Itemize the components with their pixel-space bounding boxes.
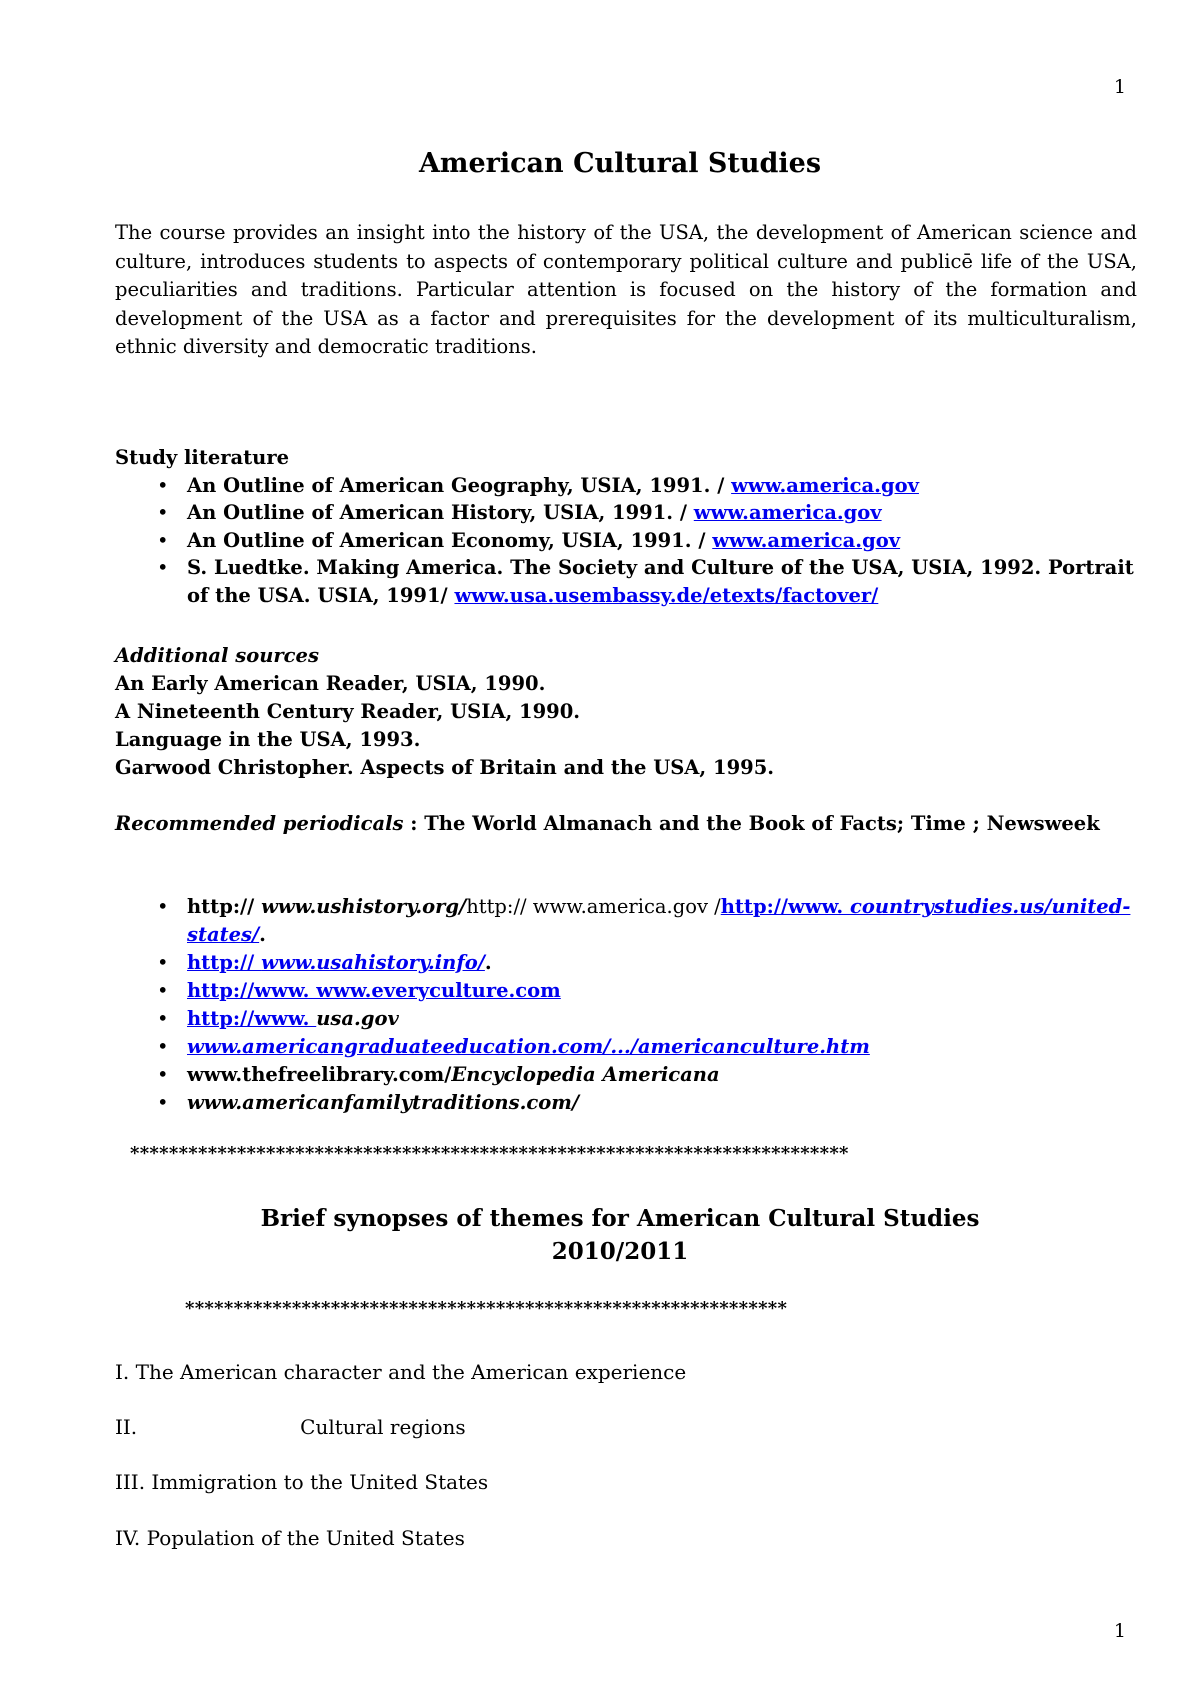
link[interactable]: http://www. bbox=[187, 1007, 317, 1030]
synopses-heading bbox=[0, 1202, 1200, 1268]
synopses-year: 2010/2011 bbox=[551, 1238, 689, 1265]
list-item bbox=[115, 1005, 1145, 1033]
list-item bbox=[115, 527, 1145, 555]
theme-item bbox=[115, 1470, 488, 1494]
list-item bbox=[115, 977, 1145, 1005]
list-item bbox=[115, 1089, 1145, 1117]
additional-sources-section bbox=[115, 642, 1115, 782]
theme-title: The American character and the American experience bbox=[135, 1360, 687, 1384]
theme-item bbox=[115, 1526, 465, 1550]
page-number-top: 1 bbox=[1113, 76, 1126, 98]
theme-item bbox=[115, 1415, 466, 1439]
periodicals-text: : The World Almanach and the Book of Facts; Time ; Newsweek bbox=[403, 812, 1100, 835]
link[interactable]: http://www. bbox=[720, 895, 850, 918]
list-item-text: An Outline of American Geography, USIA, 1991. / bbox=[187, 473, 732, 497]
theme-number: I. bbox=[115, 1360, 130, 1384]
web-links-list bbox=[115, 893, 1145, 1117]
study-literature-heading: Study literature bbox=[115, 446, 290, 469]
link-text: . bbox=[484, 951, 492, 974]
page-title: American Cultural Studies bbox=[418, 148, 822, 179]
synopses-title: Brief synopses of themes for American Cultural Studies bbox=[260, 1205, 980, 1232]
list-item-text: S. Luedtke. Making America. The Society and Culture of the USA, USIA, 1992. Portrait of the USA. USIA, 1991/ bbox=[187, 556, 1134, 607]
link-text: usa.gov bbox=[316, 1007, 399, 1030]
link-text: http:// www.america.gov / bbox=[466, 895, 721, 918]
additional-sources-heading: Additional sources bbox=[115, 644, 319, 667]
link[interactable]: www.america.gov bbox=[731, 473, 919, 497]
theme-title: Cultural regions bbox=[300, 1415, 466, 1439]
web-links-section bbox=[115, 893, 1145, 1117]
list-item bbox=[115, 472, 1145, 500]
source-item: A Nineteenth Century Reader, USIA, 1990. bbox=[115, 700, 581, 723]
list-item-text: An Outline of American Economy, USIA, 1991. / bbox=[187, 528, 713, 552]
link-text: www.ushistory.org/ bbox=[261, 895, 467, 918]
link[interactable]: http:// bbox=[187, 951, 262, 974]
list-item bbox=[115, 893, 1145, 949]
link-text: . bbox=[259, 923, 266, 946]
source-item: An Early American Reader, USIA, 1990. bbox=[115, 672, 546, 695]
list-item bbox=[115, 1061, 1145, 1089]
study-literature-section bbox=[115, 444, 1145, 609]
periodicals-line bbox=[115, 810, 1145, 838]
divider-stars: ************************************************************** bbox=[185, 1298, 788, 1319]
divider-stars: ************************************************************************** bbox=[130, 1143, 849, 1164]
link-text: www.thefreelibrary.com/ bbox=[187, 1063, 452, 1086]
link[interactable]: www.america.gov bbox=[712, 528, 901, 552]
list-item bbox=[115, 949, 1145, 977]
link[interactable]: www.americangraduateeducation.com/.../americanculture.htm bbox=[187, 1035, 870, 1058]
link[interactable]: http://www. www.everyculture.com bbox=[187, 979, 561, 1002]
list-item bbox=[115, 1033, 1145, 1061]
periodicals-label: Recommended periodicals bbox=[115, 812, 404, 835]
page-number-bottom: 1 bbox=[1113, 1620, 1126, 1642]
theme-title: Immigration to the United States bbox=[151, 1470, 489, 1494]
list-item bbox=[115, 554, 1145, 609]
source-item: Language in the USA, 1993. bbox=[115, 728, 421, 751]
link[interactable]: www.america.gov bbox=[693, 501, 882, 524]
link-text: www.americanfamilytraditions.com/ bbox=[187, 1091, 579, 1114]
link-text: Encyclopedia Americana bbox=[451, 1063, 720, 1086]
study-literature-list bbox=[115, 472, 1145, 610]
theme-number: II. bbox=[115, 1415, 138, 1439]
link[interactable]: www.usahistory.info/ bbox=[261, 951, 485, 974]
list-item bbox=[115, 499, 1145, 527]
link[interactable]: www.usa.usembassy.de/etexts/factover/ bbox=[454, 583, 879, 607]
list-item-text: An Outline of American History, USIA, 1991. / bbox=[187, 501, 694, 524]
link[interactable]: countrystudies.us/united-states/ bbox=[187, 895, 1131, 946]
link-text: http:// bbox=[187, 895, 262, 918]
theme-item bbox=[115, 1360, 686, 1384]
source-item: Garwood Christopher. Aspects of Britain and the USA, 1995. bbox=[115, 756, 775, 779]
theme-number: III. bbox=[115, 1470, 146, 1494]
theme-number: IV. bbox=[115, 1526, 141, 1550]
theme-title: Population of the United States bbox=[146, 1526, 465, 1550]
course-description: The course provides an insight into the history of the USA, the development of American science and culture, introduces students to aspects of contemporary political culture and publicē life of the USA, peculiarities and traditions. Particular attention is focused on the history of the formation and development of the USA as a factor and prerequisites for the development of its multiculturalism, ethnic diversity and democratic traditions. bbox=[115, 221, 1137, 358]
